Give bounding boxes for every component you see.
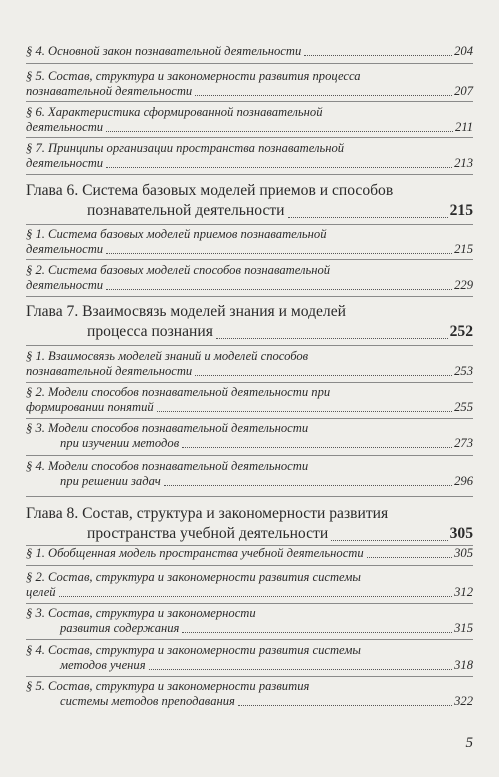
entry-title-cont: деятельности [26,156,104,170]
entry-page: 312 [454,585,473,599]
toc-entry [26,679,473,709]
entry-title: § 5. Состав, структура и закономерности развития [26,679,310,693]
dot-leader [195,374,452,376]
entry-title: § 5. Состав, структура и закономерности развития процесса [26,69,361,83]
chapter-page: 215 [449,202,473,219]
dot-leader [106,252,452,254]
entry-title-cont: при изучении методов [60,436,180,450]
divider [26,603,473,604]
dot-leader [367,556,452,558]
dot-leader [157,410,452,412]
toc-entry [26,349,473,379]
dot-leader [106,130,453,132]
toc-entry [26,385,473,415]
entry-title: § 3. Состав, структура и закономерности [26,606,256,620]
entry-page: 255 [454,400,473,414]
entry-title: § 3. Модели способов познавательной деятельности [26,421,309,435]
dot-leader [182,631,452,633]
divider [26,101,473,102]
entry-title: § 2. Система базовых моделей способов познавательной [26,263,331,277]
entry-page: 315 [454,621,473,635]
dot-leader [331,539,447,541]
entry-page: 318 [454,658,473,672]
entry-title: § 6. Характеристика сформированной познавательной [26,105,323,119]
chapter-title: Глава 8. Состав, структура и закономерности развития [26,505,389,522]
chapter-page: 305 [449,525,473,542]
entry-page: 229 [454,278,473,292]
dot-leader [164,484,452,486]
entry-title: § 4. Состав, структура и закономерности развития системы [26,643,361,657]
dot-leader [288,216,448,218]
entry-page: 211 [455,120,473,134]
entry-title: § 4. Основной закон познавательной деятельности [26,44,302,58]
divider [26,63,473,64]
chapter-heading [26,181,473,221]
entry-title: § 4. Модели способов познавательной деятельности [26,459,309,473]
toc-entry [26,421,473,451]
entry-title: § 7. Принципы организации пространства познавательной [26,141,345,155]
entry-title: § 1. Обобщенная модель пространства учебной деятельности [26,546,364,560]
entry-title-cont: целей [26,585,56,599]
chapter-title: Глава 6. Система базовых моделей приемов и способов [26,182,394,199]
divider [26,137,473,138]
chapter-title-cont: процесса познания [87,323,213,340]
chapter-heading [26,504,473,544]
chapter-heading [26,302,473,342]
toc-entry [26,546,473,561]
divider [26,382,473,383]
entry-title: § 1. Взаимосвязь моделей знаний и моделей способов [26,349,309,363]
divider [26,639,473,640]
divider [26,296,473,297]
toc-entry [26,570,473,600]
chapter-title-cont: познавательной деятельности [87,202,285,219]
entry-title: § 2. Модели способов познавательной деятельности при [26,385,331,399]
entry-title: § 1. Система базовых моделей приемов познавательной [26,227,327,241]
dot-leader [304,54,452,56]
toc-entry [26,263,473,293]
toc-entry [26,459,473,489]
toc-entry [26,606,473,636]
entry-page: 215 [454,242,473,256]
divider [26,418,473,419]
divider [26,174,473,175]
dot-leader [106,166,452,168]
dot-leader [59,595,453,597]
entry-title-cont: при решении задач [60,474,161,488]
divider [26,565,473,566]
divider [26,224,473,225]
entry-page: 296 [454,474,473,488]
entry-title-cont: системы методов преподавания [60,694,235,708]
divider [26,496,473,497]
divider [26,676,473,677]
toc-entry [26,69,473,99]
chapter-title: Глава 7. Взаимосвязь моделей знания и моделей [26,303,346,320]
toc-entry [26,44,473,59]
dot-leader [106,288,452,290]
entry-title-cont: развития содержания [60,621,180,635]
entry-page: 207 [454,84,473,98]
toc-entry [26,643,473,673]
entry-page: 213 [454,156,473,170]
entry-title-cont: методов учения [60,658,146,672]
divider [26,345,473,346]
chapter-title-cont: пространства учебной деятельности [87,525,329,542]
dot-leader [182,446,452,448]
entry-page: 253 [454,364,473,378]
toc-entry [26,105,473,135]
dot-leader [216,337,448,339]
dot-leader [195,94,452,96]
toc-entry [26,227,473,257]
entry-title-cont: познавательной деятельности [26,364,193,378]
entry-title-cont: деятельности [26,120,104,134]
divider [26,455,473,456]
page-number: 5 [465,735,473,751]
dot-leader [238,704,452,706]
dot-leader [149,668,453,670]
entry-title-cont: познавательной деятельности [26,84,193,98]
entry-page: 322 [454,694,473,708]
entry-page: 273 [454,436,473,450]
entry-page: 204 [454,44,473,58]
chapter-page: 252 [449,323,473,340]
entry-title: § 2. Состав, структура и закономерности развития системы [26,570,361,584]
divider [26,259,473,260]
entry-title-cont: деятельности [26,278,104,292]
toc-entry [26,141,473,171]
entry-page: 305 [454,546,473,560]
entry-title-cont: формировании понятий [26,400,154,414]
entry-title-cont: деятельности [26,242,104,256]
